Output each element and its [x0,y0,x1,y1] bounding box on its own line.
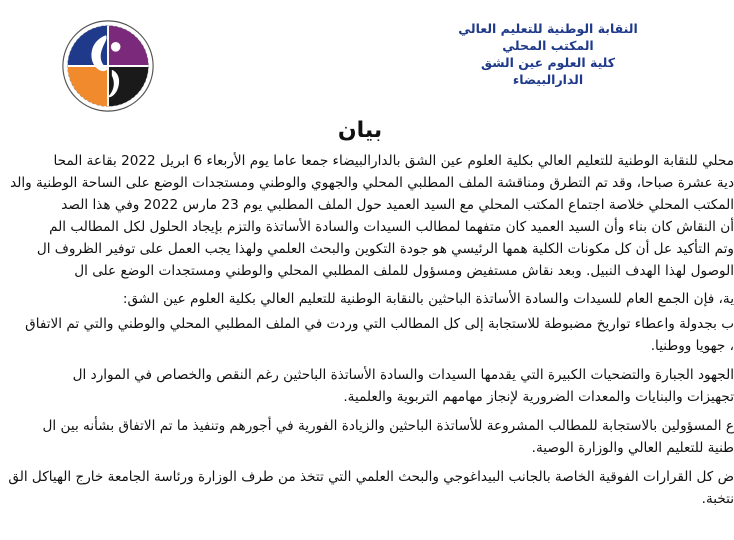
city-name: الدارالبيضاء [512,72,584,87]
body-line: ع المسؤولين بالاستجابة للمطالب المشروعة للأساتذة الباحثين والزيادة الفورية في أجورهم وتنفيذ ما تم الاتفاق بشأنه بين ال [42,418,734,434]
body-line: الوصول لهذا الهدف النبيل. وبعد نقاش مستفيض ومسؤول للملف المطلبي المحلي والوطني ومستجدات الوضع على ال [74,263,734,279]
body-line: تجهيزات والبنايات والمعدات الضرورية لإنجاز مهامهم التربوية والعلمية. [343,389,734,405]
document-title: بيان [337,118,383,143]
body-line: ية، فإن الجمع العام للسيدات والسادة الأساتذة الباحثين بالنقابة الوطنية للتعليم العالي بكلية العلوم عين الشق: [122,291,734,307]
body-line: نتخبة. [701,491,734,507]
body-line: ض كل القرارات الفوقية الخاصة بالجانب البيداغوجي والبحث العلمي التي تتخذ من طرف الوزارة ورئاسة الجامعة خارج الهياكل الق [8,469,734,485]
body-line: طنية للتعليم العالي والوزارة الوصية. [531,440,734,456]
union-name: النقابة الوطنية للتعليم العالي [458,21,638,36]
letterhead [418,20,678,88]
faculty-name: كلية العلوم عين الشق [480,55,616,70]
body-line: محلي للنقابة الوطنية للتعليم العالي بكلية العلوم عين الشق بالدارالبيضاء جمعا عاما يوم الأربعاء 6 ابريل 2022 بقاعة المحا [53,153,734,169]
body-line: دية عشرة صباحا، وقد تم التطرق ومناقشة الملف المطلبي المحلي والجهوي والوطني ومستجدات الوضع على الساحة الوطنية والد [10,175,734,191]
body-line: وتم التأكيد عل أن كل مكونات الكلية همها الرئيسي هو جودة التكوين والبحث العلمي ولهذا يجب العمل على توفير الظروف ال [36,241,734,257]
statement-body [0,150,734,540]
body-line: ب بجدولة واعطاء تواريخ مضبوطة للاستجابة إلى كل المطالب التي وردت في الملف المطلبي المحلي والوطني والتي تم الاتفاق [25,316,734,332]
office-name: المكتب المحلي [502,38,594,53]
union-logo [60,18,156,114]
body-line: ، جهويا ووطنيا. [650,338,734,354]
body-line: أن النقاش كان بناء وأن السيد العميد كان متفهما لمطالب السيدات والسادة الأساتذة والتزم بإيجاد الحلول لكل المطالب الم [49,219,734,235]
body-line: المكتب المحلي خلاصة اجتماع المكتب المحلي مع السيد العميد حول الملف المطلبي يوم 23 مارس 2022 وفي هذا الصد [61,197,734,213]
body-line: الجهود الجبارة والتضحيات الكبيرة التي يقدمها السيدات والسادة الأساتذة الباحثين رغم النقص والخصاص في الموارد ال [72,367,734,383]
